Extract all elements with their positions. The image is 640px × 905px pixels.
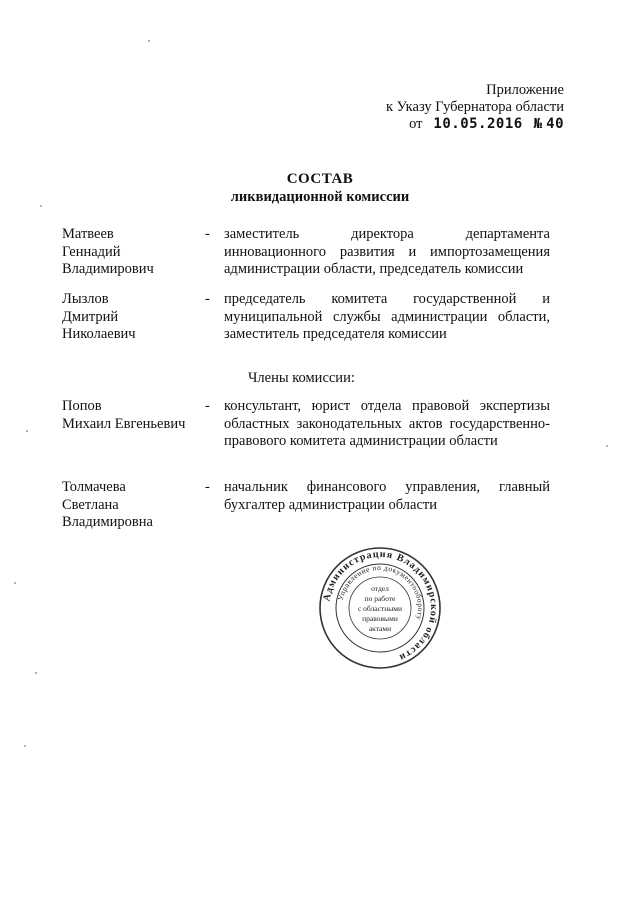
person-name — [62, 479, 202, 532]
svg-text:с областными: с областными — [357, 604, 403, 613]
commission-entry — [62, 398, 552, 470]
svg-text:актами: актами — [368, 624, 392, 633]
number-sign: № — [533, 116, 543, 132]
decree-number: 40 — [546, 116, 564, 132]
patronymic: Владимировна — [62, 514, 153, 530]
scan-speck — [40, 205, 42, 207]
scan-speck — [14, 582, 16, 584]
person-role: начальник финансового управления, главный бухгалтер администрации области — [224, 479, 550, 513]
stamp-outer-text: Администрация Владимирской области — [321, 548, 440, 664]
appendix-date-line — [386, 116, 564, 133]
title-line-2: ликвидационной комиссии — [230, 189, 410, 205]
svg-text:по работе: по работе — [364, 594, 396, 603]
scan-speck — [606, 445, 608, 447]
appendix-header — [386, 82, 564, 133]
patronymic: Николаевич — [62, 326, 136, 342]
document-title — [0, 170, 640, 206]
appendix-decree-ref: к Указу Губернатора области — [386, 99, 564, 115]
patronymic: Владимирович — [62, 261, 154, 277]
first-name: Дмитрий — [62, 308, 119, 325]
entry-dash: - — [205, 226, 210, 242]
svg-text:правовыми: правовыми — [362, 614, 398, 623]
person-role: председатель комитета государственной и муниципальной службы администрации области, заместитель председателя комиссии — [224, 291, 550, 342]
title-line-1: СОСТАВ — [286, 171, 354, 187]
first-name: Светлана — [62, 496, 119, 513]
surname: Попов — [62, 398, 102, 414]
scan-speck — [26, 430, 28, 432]
person-name — [62, 398, 202, 433]
scan-speck — [24, 745, 26, 747]
commission-entry — [62, 479, 552, 533]
commission-entry — [62, 226, 552, 280]
entry-dash: - — [205, 398, 210, 414]
first-name: Михаил Евгеньевич — [62, 415, 186, 432]
appendix-label: Приложение — [486, 82, 564, 98]
first-name: Геннадий — [62, 243, 121, 260]
person-name — [62, 291, 202, 344]
members-heading: Члены комиссии: — [248, 370, 355, 386]
surname: Толмачева — [62, 479, 126, 495]
decree-date: 10.05.2016 — [433, 116, 523, 132]
official-stamp — [318, 546, 442, 670]
commission-entry — [62, 291, 552, 345]
entry-dash: - — [205, 291, 210, 307]
entry-dash: - — [205, 479, 210, 495]
scan-speck — [148, 40, 150, 42]
stamp-middle-text: Управление по документообороту — [335, 562, 426, 622]
scan-speck — [35, 672, 37, 674]
svg-text:отдел: отдел — [371, 584, 389, 593]
person-role: консультант, юрист отдела правовой экспертизы областных законодательных актов государственно-правового комитета администрации области — [224, 398, 550, 449]
stamp-center-text — [358, 584, 402, 633]
person-role: заместитель директора департамента инновационного развития и импортозамещения администрации области, председатель комиссии — [224, 226, 550, 277]
surname: Матвеев — [62, 226, 114, 242]
date-prefix: от — [409, 116, 423, 132]
person-name — [62, 226, 202, 279]
surname: Лызлов — [62, 291, 109, 307]
